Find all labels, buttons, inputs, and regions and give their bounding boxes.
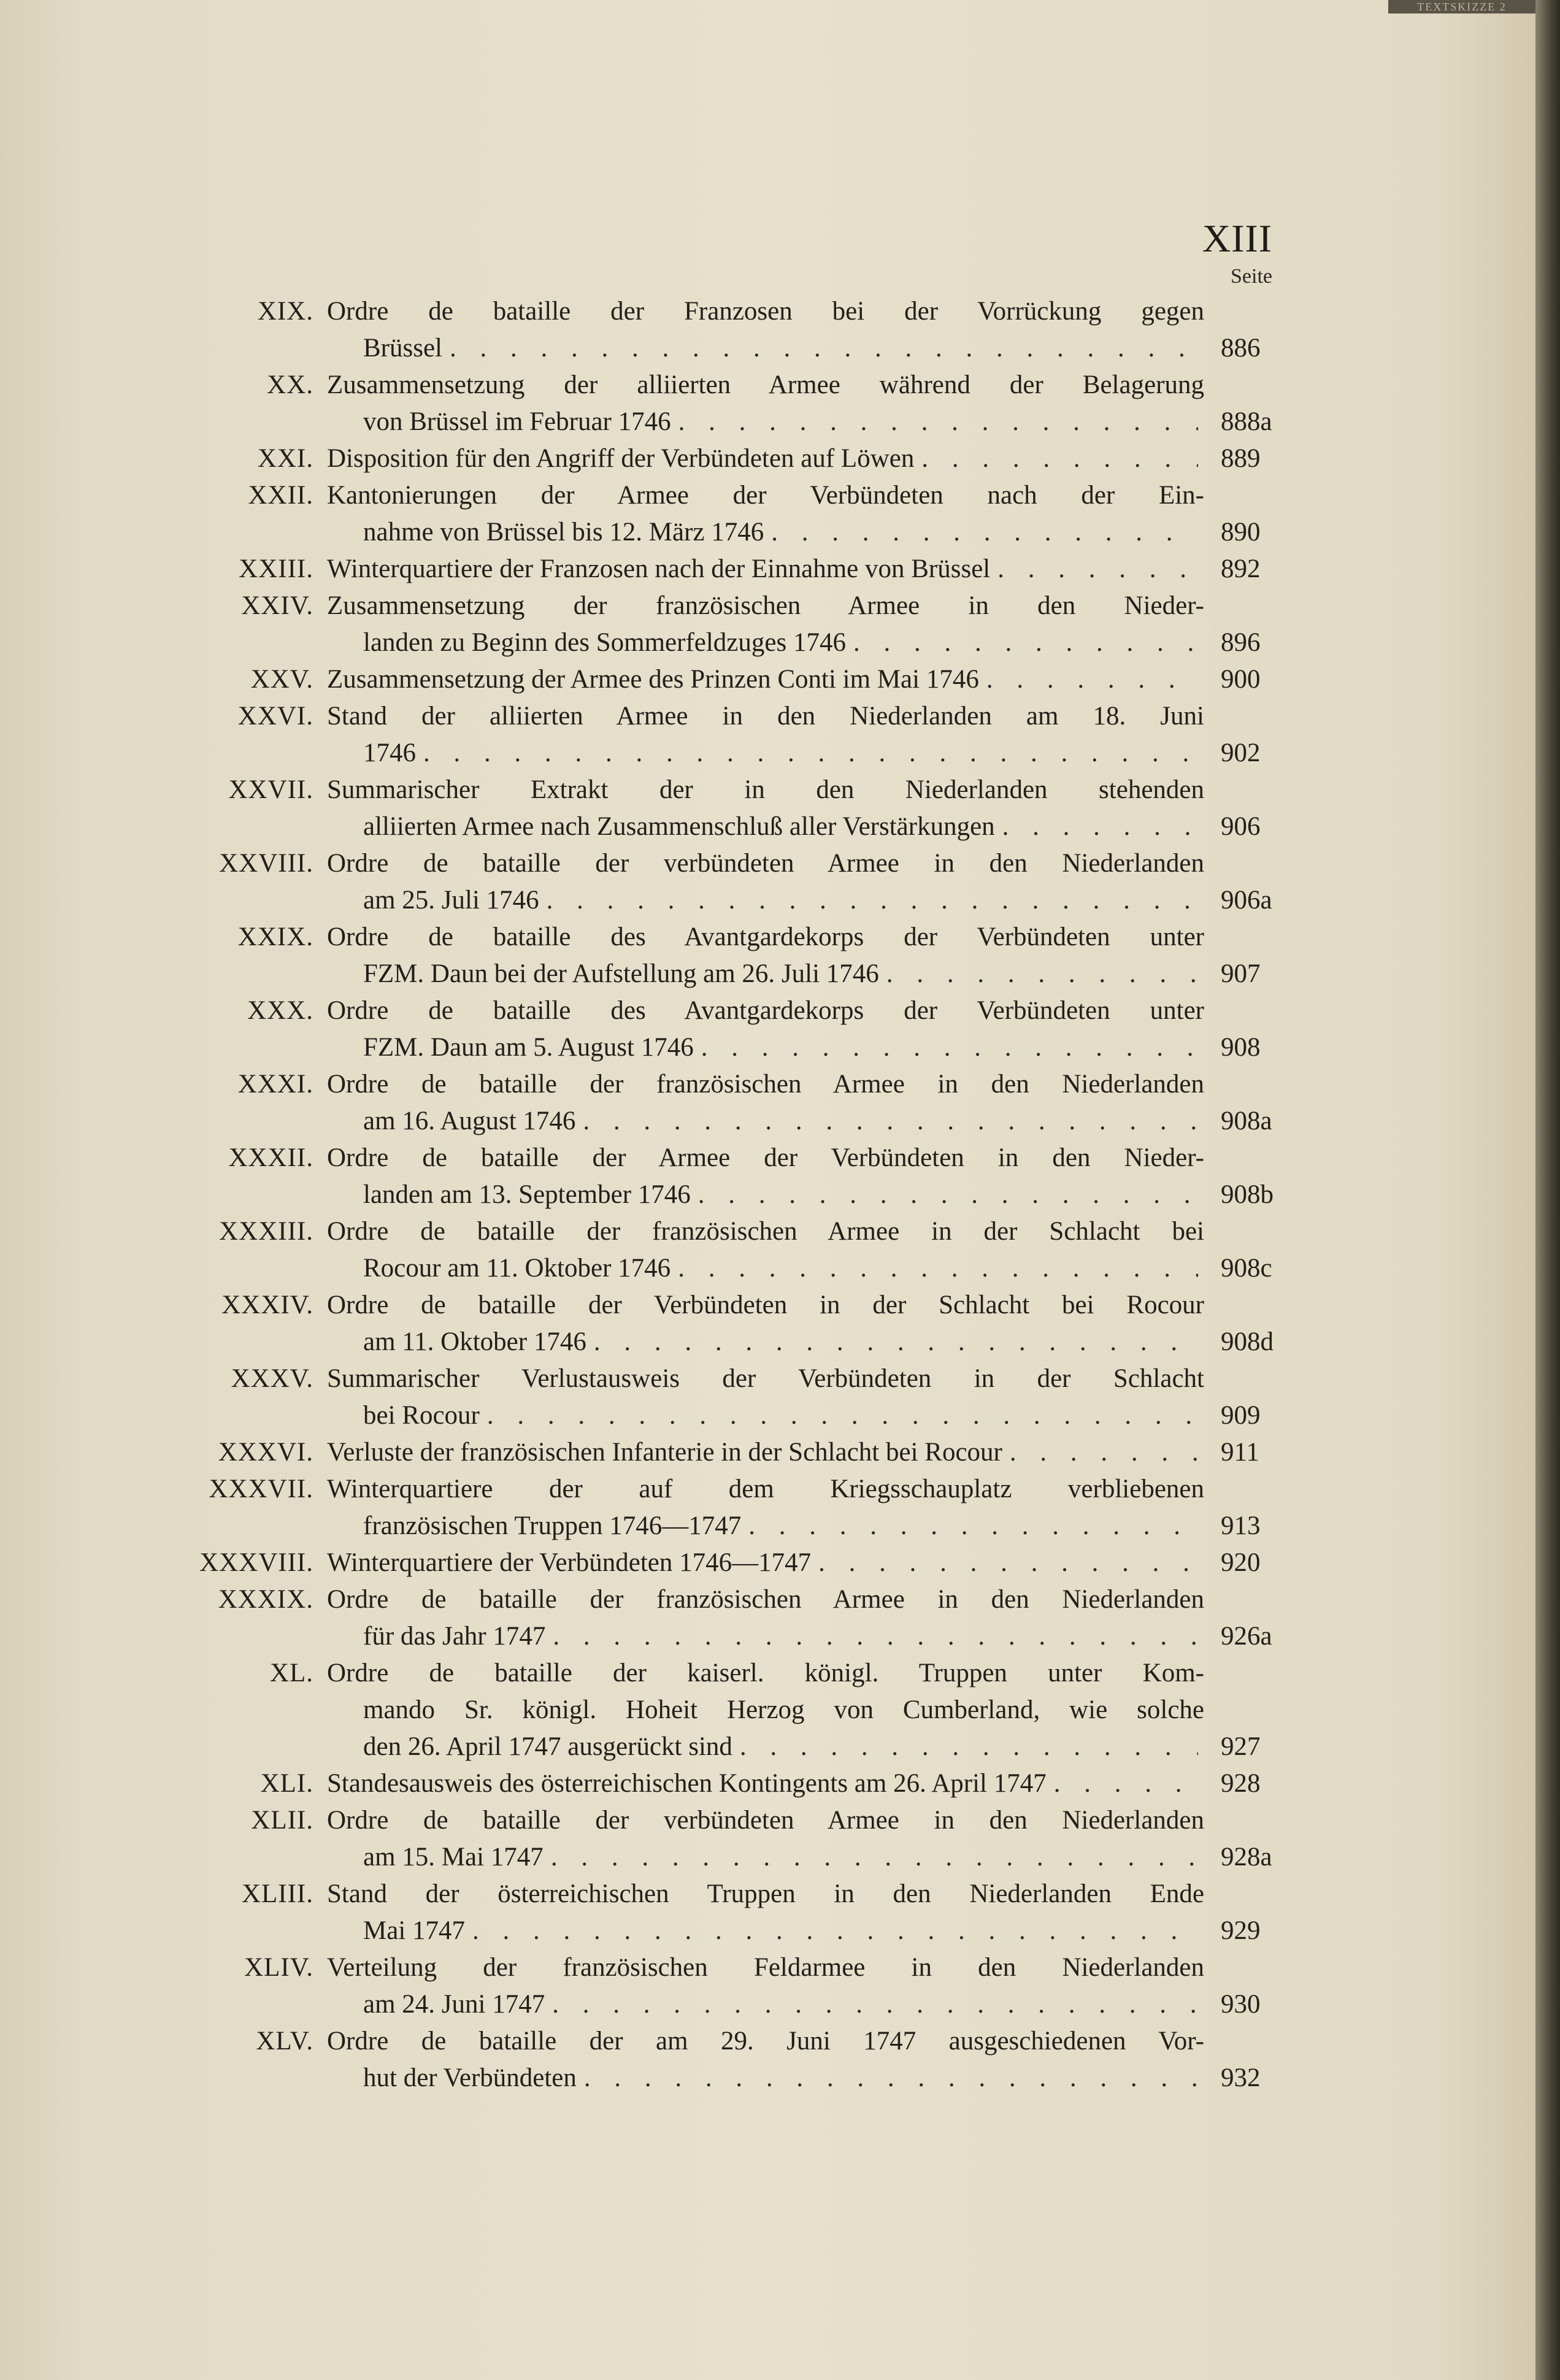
leader-dots [450, 330, 1198, 367]
toc-entry-title-end [363, 1618, 1204, 1655]
toc-entry-title-end [363, 735, 1204, 772]
toc-entry-numeral: XXII. [248, 481, 313, 510]
toc-entry [0, 477, 1560, 551]
toc-entry-line [0, 698, 1560, 735]
toc-entry-numeral: XIX. [257, 297, 313, 326]
toc-entry-line [0, 1839, 1560, 1876]
table-of-contents [0, 293, 1560, 2097]
toc-entry-title: Kantonierungen der Armee der Verbündeten nach der Ein- [327, 481, 1204, 510]
toc-entry-line [0, 1729, 1560, 1765]
toc-entry-line [0, 661, 1560, 698]
toc-entry-numeral: XXXIV. [221, 1291, 313, 1319]
toc-entry [0, 440, 1560, 477]
toc-entry-page: 928a [1221, 1843, 1272, 1871]
toc-entry-line [0, 624, 1560, 661]
toc-entry-page: 900 [1221, 665, 1261, 694]
toc-entry-title: Ordre de bataille der französischen Armee in den Niederlanden [327, 1585, 1204, 1614]
toc-entry-line [0, 845, 1560, 882]
toc-entry-page: 927 [1221, 1732, 1261, 1761]
toc-entry-title: Zusammensetzung der alliierten Armee während der Belagerung [327, 370, 1204, 399]
toc-entry-title: am 16. August 1746 [363, 1107, 576, 1135]
page-number: XIII [1202, 217, 1272, 260]
toc-entry-page: 888a [1221, 407, 1272, 436]
toc-entry-line [0, 772, 1560, 808]
toc-entry-title: Verluste der französischen Infanterie in der Schlacht bei Rocour [327, 1438, 1002, 1467]
toc-entry [0, 1213, 1560, 1287]
toc-entry-page: 892 [1221, 555, 1261, 583]
toc-entry-line [0, 1140, 1560, 1177]
leader-dots [1010, 1434, 1198, 1471]
leader-dots [547, 882, 1198, 919]
leader-dots [818, 1545, 1198, 1581]
toc-entry-title: französischen Truppen 1746—1747 [363, 1511, 742, 1540]
toc-entry-numeral: XXVI. [237, 702, 313, 731]
toc-entry-title: Rocour am 11. Oktober 1746 [363, 1254, 671, 1283]
leader-dots [748, 1508, 1198, 1545]
toc-entry-numeral: XX. [267, 370, 313, 399]
leader-dots [853, 624, 1198, 661]
toc-entry-title: am 24. Juni 1747 [363, 1990, 545, 2019]
toc-entry-line [0, 1508, 1560, 1545]
toc-entry-numeral: XXVIII. [219, 849, 313, 878]
toc-entry-title-end [363, 1913, 1204, 1949]
toc-entry-page: 932 [1221, 2063, 1261, 2092]
toc-entry [0, 1876, 1560, 1949]
toc-entry-title: Standesausweis des österreichischen Kontingents am 26. April 1747 [327, 1769, 1047, 1798]
toc-entry-numeral: XXXV. [231, 1364, 313, 1393]
toc-entry-page: 930 [1221, 1990, 1261, 2019]
leader-dots [584, 2060, 1198, 2097]
toc-entry-line [0, 956, 1560, 992]
toc-entry-line [0, 293, 1560, 330]
toc-entry-title: Ordre de bataille der verbündeten Armee in den Niederlanden [327, 849, 1204, 878]
toc-entry [0, 1765, 1560, 1802]
leader-dots [701, 1029, 1198, 1066]
leader-dots [1002, 808, 1198, 845]
toc-entry-title: Winterquartiere der Verbündeten 1746—1747 [327, 1548, 812, 1577]
toc-entry-title-end [363, 1177, 1204, 1213]
toc-entry-line [0, 1324, 1560, 1361]
toc-entry-line [0, 808, 1560, 845]
toc-entry-line [0, 404, 1560, 440]
toc-entry [0, 661, 1560, 698]
leader-dots [986, 661, 1198, 698]
toc-entry-title: Stand der österreichischen Truppen in den Niederlanden Ende [327, 1879, 1204, 1908]
toc-entry-title-end [363, 1103, 1204, 1140]
toc-entry-numeral: XXXIII. [219, 1217, 313, 1246]
toc-entry-title-end [363, 1986, 1204, 2023]
leader-dots [698, 1177, 1198, 1213]
leader-dots [423, 735, 1198, 772]
toc-entry-title-end [363, 1839, 1204, 1876]
toc-entry-title-end [363, 1250, 1204, 1287]
toc-entry-title: am 25. Juli 1746 [363, 886, 539, 915]
toc-entry-title: bei Rocour [363, 1401, 480, 1430]
toc-entry-line [0, 1361, 1560, 1397]
toc-entry-page: 913 [1221, 1511, 1261, 1540]
toc-entry-title: mando Sr. königl. Hoheit Herzog von Cumberland, wie solche [363, 1695, 1204, 1724]
leader-dots [886, 956, 1198, 992]
toc-entry-line [0, 477, 1560, 514]
toc-entry [0, 1655, 1560, 1765]
toc-entry-line [0, 588, 1560, 624]
toc-entry-numeral: XXI. [257, 444, 313, 473]
toc-entry-page: 929 [1221, 1916, 1261, 1945]
leader-dots [472, 1913, 1198, 1949]
toc-entry-line [0, 1545, 1560, 1581]
toc-entry [0, 1471, 1560, 1545]
toc-entry-title-end [363, 808, 1204, 845]
toc-entry-page: 926a [1221, 1622, 1272, 1651]
toc-entry-numeral: XXIV. [241, 591, 313, 620]
toc-entry-title: Zusammensetzung der französischen Armee in den Nieder- [327, 591, 1204, 620]
toc-entry-title: Ordre de bataille der Franzosen bei der Vorrückung gegen [327, 297, 1204, 326]
toc-entry-line [0, 1471, 1560, 1508]
toc-entry-line [0, 1949, 1560, 1986]
toc-entry [0, 1949, 1560, 2023]
toc-entry-page: 906a [1221, 886, 1272, 915]
leader-dots [997, 551, 1198, 588]
toc-entry-page: 907 [1221, 959, 1261, 988]
toc-entry-line [0, 882, 1560, 919]
toc-entry-line [0, 1876, 1560, 1913]
toc-entry [0, 992, 1560, 1066]
toc-entry-line [0, 2060, 1560, 2097]
toc-entry-line [0, 1213, 1560, 1250]
toc-entry-title-end [327, 1545, 1204, 1581]
toc-entry [0, 1434, 1560, 1471]
toc-entry-title: Mai 1747 [363, 1916, 466, 1945]
toc-entry [0, 293, 1560, 367]
toc-entry-line [0, 1913, 1560, 1949]
toc-entry-page: 909 [1221, 1401, 1261, 1430]
toc-entry-title: FZM. Daun am 5. August 1746 [363, 1033, 694, 1062]
toc-entry [0, 919, 1560, 992]
toc-entry-page: 890 [1221, 518, 1261, 547]
toc-entry-page: 906 [1221, 812, 1261, 841]
toc-entry-numeral: XLII. [251, 1806, 313, 1835]
leader-dots [552, 1986, 1198, 2023]
toc-entry-page: 902 [1221, 739, 1261, 767]
toc-entry-line [0, 551, 1560, 588]
toc-entry-title: FZM. Daun bei der Aufstellung am 26. Juli 1746 [363, 959, 879, 988]
leader-dots [678, 1250, 1198, 1287]
toc-entry-title-end [363, 1397, 1204, 1434]
toc-entry-numeral: XXXII. [228, 1143, 313, 1172]
top-strip-label: TEXTSKIZZE 2 [1388, 0, 1535, 13]
toc-entry-line [0, 1581, 1560, 1618]
toc-entry-title-end [363, 882, 1204, 919]
toc-entry-title: Disposition für den Angriff der Verbündeten auf Löwen [327, 444, 915, 473]
toc-entry-page: 896 [1221, 628, 1261, 657]
toc-entry-page: 889 [1221, 444, 1261, 473]
toc-entry-line [0, 367, 1560, 404]
page-column-label: Seite [1231, 265, 1272, 288]
toc-entry-line [0, 1177, 1560, 1213]
toc-entry [0, 698, 1560, 772]
toc-entry-page: 908c [1221, 1254, 1272, 1283]
toc-entry [0, 551, 1560, 588]
toc-entry-page: 920 [1221, 1548, 1261, 1577]
toc-entry-numeral: XXVII. [228, 775, 313, 804]
toc-entry-line [0, 1066, 1560, 1103]
toc-entry-numeral: XLV. [256, 2027, 313, 2056]
toc-entry [0, 1361, 1560, 1434]
toc-entry-title-end [363, 1729, 1204, 1765]
leader-dots [1054, 1765, 1198, 1802]
toc-entry-numeral: XXXVIII. [199, 1548, 313, 1577]
toc-entry-title: Ordre de bataille der französischen Armee in der Schlacht bei [327, 1217, 1204, 1246]
toc-entry-title-end [363, 1324, 1204, 1361]
toc-entry-title-end [363, 956, 1204, 992]
toc-entry-line [0, 1765, 1560, 1802]
toc-entry-numeral: XLIV. [244, 1953, 313, 1982]
toc-entry-title-end [363, 624, 1204, 661]
toc-entry-line [0, 1692, 1560, 1729]
toc-entry-line [0, 735, 1560, 772]
toc-entry-title: für das Jahr 1747 [363, 1622, 546, 1651]
toc-entry-line [0, 514, 1560, 551]
toc-entry-title: am 15. Mai 1747 [363, 1843, 544, 1871]
toc-entry-numeral: XXIII. [239, 555, 313, 583]
toc-entry-page: 908d [1221, 1327, 1274, 1356]
toc-entry [0, 1066, 1560, 1140]
toc-entry-title: Verteilung der französischen Feldarmee in den Niederlanden [327, 1953, 1204, 1982]
leader-dots [740, 1729, 1198, 1765]
toc-entry-title: alliierten Armee nach Zusammenschluß aller Verstärkungen [363, 812, 995, 841]
toc-entry-title-end [327, 440, 1204, 477]
leader-dots [553, 1618, 1198, 1655]
toc-entry-line [0, 330, 1560, 367]
toc-entry-numeral: XXXVII. [209, 1475, 313, 1503]
toc-entry-title: Ordre de bataille des Avantgardekorps der Verbündeten unter [327, 996, 1204, 1025]
toc-entry-numeral: XXXI. [237, 1070, 313, 1099]
toc-entry-page: 908a [1221, 1107, 1272, 1135]
toc-entry-title: Ordre de bataille der kaiserl. königl. Truppen unter Kom- [327, 1659, 1204, 1687]
toc-entry-title: Summarischer Extrakt der in den Niederlanden stehenden [327, 775, 1204, 804]
toc-entry-page: 908b [1221, 1180, 1274, 1209]
toc-entry-title-end [363, 2060, 1204, 2097]
toc-entry-title: Ordre de bataille der Armee der Verbündeten in den Nieder- [327, 1143, 1204, 1172]
toc-entry [0, 1802, 1560, 1876]
toc-entry-title-end [363, 1508, 1204, 1545]
toc-entry-numeral: XLI. [260, 1769, 313, 1798]
toc-entry-title: Ordre de bataille der französischen Armee in den Niederlanden [327, 1070, 1204, 1099]
toc-entry-title: den 26. April 1747 ausgerückt sind [363, 1732, 732, 1761]
toc-entry-title-end [363, 514, 1204, 551]
toc-entry-title: landen am 13. September 1746 [363, 1180, 691, 1209]
toc-entry [0, 588, 1560, 661]
leader-dots [771, 514, 1198, 551]
toc-entry-title-end [327, 1434, 1204, 1471]
toc-entry [0, 1287, 1560, 1361]
toc-entry-title-end [327, 661, 1204, 698]
toc-entry-line [0, 1250, 1560, 1287]
leader-dots [921, 440, 1198, 477]
toc-entry-title: Summarischer Verlustausweis der Verbündeten in der Schlacht [327, 1364, 1204, 1393]
toc-entry-title: landen zu Beginn des Sommerfeldzuges 1746 [363, 628, 846, 657]
toc-entry-numeral: XXV. [250, 665, 313, 694]
toc-entry-title-end [363, 330, 1204, 367]
toc-entry-numeral: XLIII. [241, 1879, 313, 1908]
toc-entry-title: Brüssel [363, 334, 442, 363]
toc-entry [0, 2023, 1560, 2097]
toc-entry [0, 772, 1560, 845]
toc-entry-title: Ordre de bataille des Avantgardekorps der Verbündeten unter [327, 923, 1204, 951]
toc-entry-line [0, 1287, 1560, 1324]
toc-entry-line [0, 1655, 1560, 1692]
toc-entry-title-end [327, 551, 1204, 588]
leader-dots [487, 1397, 1198, 1434]
toc-entry-numeral: XXIX. [237, 923, 313, 951]
toc-entry-line [0, 919, 1560, 956]
toc-entry-title: Winterquartiere der auf dem Kriegsschauplatz verbliebenen [327, 1475, 1204, 1503]
toc-entry-numeral: XL. [269, 1659, 313, 1687]
toc-entry-line [0, 1103, 1560, 1140]
toc-entry-title-end [363, 404, 1204, 440]
toc-entry-title: am 11. Oktober 1746 [363, 1327, 586, 1356]
toc-entry-page: 911 [1221, 1438, 1259, 1467]
toc-entry-title: Zusammensetzung der Armee des Prinzen Conti im Mai 1746 [327, 665, 979, 694]
toc-entry-title: Ordre de bataille der Verbündeten in der Schlacht bei Rocour [327, 1291, 1204, 1319]
toc-entry-title: Winterquartiere der Franzosen nach der Einnahme von Brüssel [327, 555, 991, 583]
toc-entry-line [0, 1802, 1560, 1839]
toc-entry-line [0, 1986, 1560, 2023]
toc-entry [0, 1581, 1560, 1655]
toc-entry-page: 886 [1221, 334, 1261, 363]
leader-dots [594, 1324, 1198, 1361]
toc-entry-page: 928 [1221, 1769, 1261, 1798]
toc-entry-line [0, 1029, 1560, 1066]
toc-entry-line [0, 1618, 1560, 1655]
leader-dots [551, 1839, 1198, 1876]
toc-entry-line [0, 2023, 1560, 2060]
toc-entry-page: 908 [1221, 1033, 1261, 1062]
toc-entry [0, 845, 1560, 919]
toc-entry-numeral: XXXIX. [218, 1585, 313, 1614]
leader-dots [583, 1103, 1198, 1140]
toc-entry-line [0, 992, 1560, 1029]
toc-entry-title: Stand der alliierten Armee in den Niederlanden am 18. Juni [327, 702, 1204, 731]
toc-entry-title: nahme von Brüssel bis 12. März 1746 [363, 518, 764, 547]
leader-dots [678, 404, 1198, 440]
toc-entry-numeral: XXX. [247, 996, 313, 1025]
toc-entry [0, 1140, 1560, 1213]
toc-entry-title: 1746 [363, 739, 416, 767]
toc-entry [0, 1545, 1560, 1581]
toc-entry-title-end [363, 1029, 1204, 1066]
toc-entry-line [0, 1434, 1560, 1471]
toc-entry [0, 367, 1560, 440]
toc-entry-line [0, 1397, 1560, 1434]
toc-entry-title: Ordre de bataille der verbündeten Armee in den Niederlanden [327, 1806, 1204, 1835]
toc-entry-title: hut der Verbündeten [363, 2063, 577, 2092]
toc-entry-title-end [327, 1765, 1204, 1802]
toc-entry-numeral: XXXVI. [218, 1438, 313, 1467]
toc-entry-line [0, 440, 1560, 477]
toc-entry-title: Ordre de bataille der am 29. Juni 1747 ausgeschiedenen Vor- [327, 2027, 1204, 2056]
toc-entry-title: von Brüssel im Februar 1746 [363, 407, 671, 436]
